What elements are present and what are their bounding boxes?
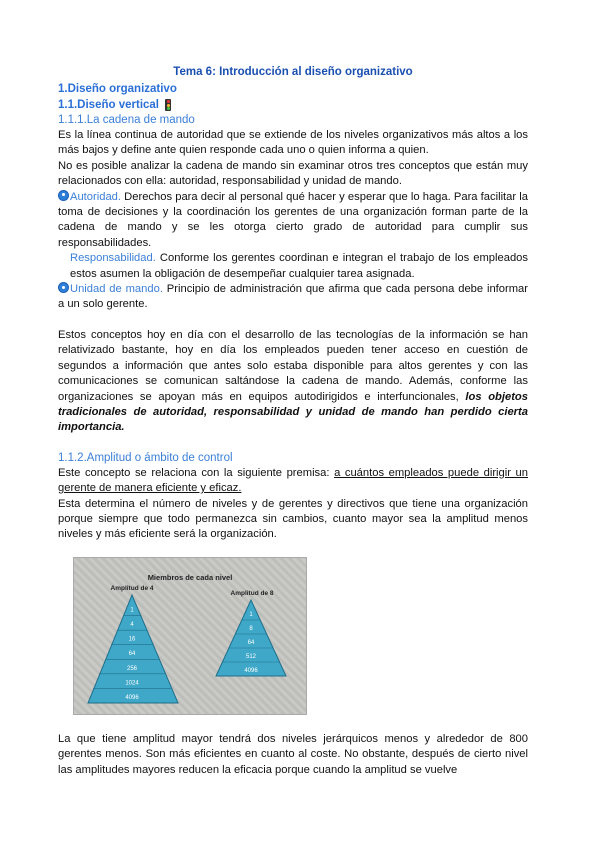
left-pyramid-label: Amplitud de 4 <box>110 584 154 592</box>
heading-3-cadena: 1.1.1.La cadena de mando <box>58 114 195 126</box>
text-responsabilidad: Conforme los gerentes coordinan e integran el trabajo de los empleados estos asumen la obligación de desempeñar cualquier tarea asignada. <box>70 252 528 280</box>
left-pyramid-level-value: 1 <box>130 607 134 614</box>
heading-2 <box>58 97 528 113</box>
traffic-light-icon <box>165 99 171 111</box>
gear-bullet-icon <box>58 190 69 201</box>
left-pyramid-level-value: 4 <box>130 621 134 628</box>
text-tecnologias-bold: los objetos tradicionales de autoridad, responsabilidad y unidad de mando han perdido cierta importancia. <box>58 390 528 434</box>
left-pyramid-level-value: 4096 <box>125 694 139 701</box>
text-unidad: Principio de administración que afirma que cada persona debe informar a un solo gerente. <box>58 283 528 311</box>
paragraph-unidad <box>58 282 528 313</box>
right-pyramid-label: Amplitud de 8 <box>230 589 274 597</box>
right-pyramid-level-value: 512 <box>245 653 257 660</box>
text-autoridad: Derechos para decir al personal qué hacer y esperar que lo haga. Para facilitar la toma de decisiones y la coordinación los gerentes de una organización forman parte de la cadena de mando y se les otorga cierto grado de autoridad para cumplir sus responsabilidades. <box>58 190 528 249</box>
term-autoridad: Autoridad. <box>70 190 121 203</box>
right-pyramid-level-value: 8 <box>249 625 253 632</box>
paragraph-responsabilidad <box>58 251 528 282</box>
text-premisa-underlined: a cuántos empleados puede dirigir un gerente de manera eficiente y eficaz. <box>58 466 528 495</box>
figure-title: Miembros de cada nivel <box>147 572 233 582</box>
left-pyramid-level-value: 256 <box>126 665 138 672</box>
paragraph-autoridad <box>58 190 528 252</box>
right-pyramid-level-value: 64 <box>247 639 255 646</box>
right-pyramid-level-value: 1 <box>249 611 253 618</box>
term-responsabilidad: Responsabilidad. <box>70 252 156 265</box>
heading-3-amplitud: 1.1.2.Amplitud o ámbito de control <box>58 451 233 464</box>
document-page <box>58 66 528 778</box>
right-pyramid-level-value: 4096 <box>244 667 258 674</box>
gear-bullet-icon <box>58 282 69 293</box>
pyramid-diagram <box>74 558 306 714</box>
paragraph-cadena-def: Es la línea continua de autoridad que se extiende de los niveles organizativos más altos a los más bajos y define ante quien responde cada uno o quien informa a quien. <box>58 129 528 157</box>
pyramid-figure <box>73 557 307 715</box>
text-premisa: Este concepto se relaciona con la siguiente premisa: <box>58 466 335 479</box>
paragraph-conceptos: No es posible analizar la cadena de mando sin examinar otros tres conceptos que están muy relacionados con ella: autoridad, responsabilidad y unidad de mando. <box>58 159 528 188</box>
left-pyramid-level-value: 16 <box>128 636 136 643</box>
text-tecnologias: Estos conceptos hoy en día con el desarrollo de las tecnologías de la información se han relativizado bastante, hoy en día los empleados pueden tener acceso en cuestión de segundos a información que antes solo estaba disponible para altos gerentes y con las comunicaciones se comunican saltándose la cadena de mando. Además, conforme las organizaciones se apoyan más en equipos autodirigidos e interfuncionales, <box>58 328 528 403</box>
term-unidad: Unidad de mando. <box>70 283 163 296</box>
paragraph-amplitud-def: Esta determina el número de niveles y de gerentes y directivos que tiene una organización porque siempre que todo permanezca sin cambios, cuanto mayor sea la amplitud menos niveles y más eficiente será la organización. <box>58 497 528 541</box>
left-pyramid-level-value: 64 <box>128 650 136 657</box>
paragraph-tecnologias <box>58 328 528 436</box>
left-pyramid-level-value: 1024 <box>125 680 139 687</box>
paragraph-conclusion: La que tiene amplitud mayor tendrá dos niveles jerárquicos menos y alrededor de 800 gerentes menos. Son más eficientes en cuanto al coste. No obstante, después de cierto nivel las amplitudes mayores reducen la eficacia porque cuando la amplitud se vuelve <box>58 732 528 776</box>
document-title: Tema 6: Introducción al diseño organizativo <box>173 66 413 78</box>
paragraph-premisa <box>58 466 528 497</box>
heading-2-text: 1.1.Diseño vertical <box>58 99 159 111</box>
heading-1: 1.Diseño organizativo <box>58 83 177 95</box>
